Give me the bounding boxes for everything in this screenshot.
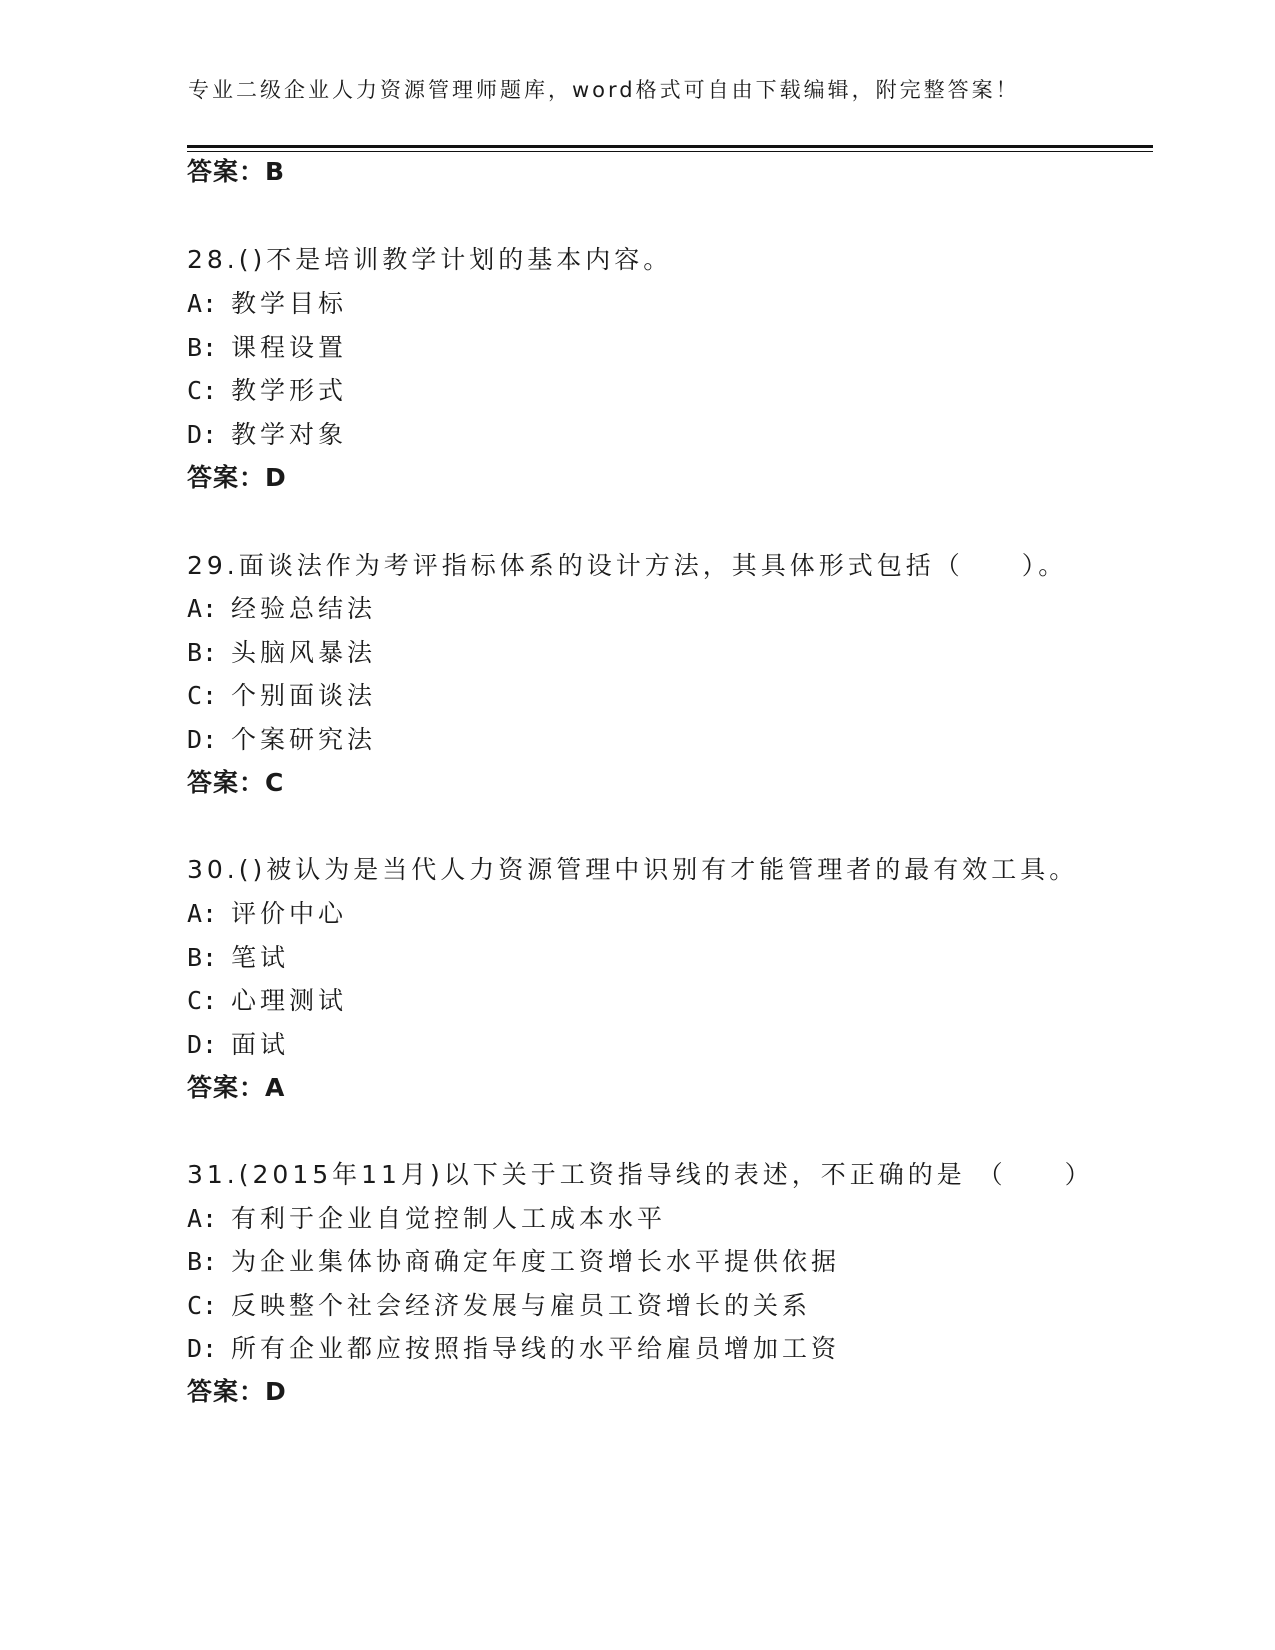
option-text: 经验总结法 [231,594,377,623]
page-header: 专业二级企业人力资源管理师题库，word格式可自由下载编辑，附完整答案！ [188,78,1020,102]
question-31-option-d [187,1332,840,1366]
option-letter: D: [187,1334,218,1363]
option-text: 面试 [231,1030,290,1059]
question-28-stem: 28.()不是培训教学计划的基本内容。 [187,245,673,274]
question-29-option-d [187,723,376,757]
option-letter: C: [187,986,218,1015]
question-30-option-b [187,941,289,975]
option-text: 教学形式 [231,376,348,405]
option-text: 教学目标 [231,289,348,318]
option-text: 头脑风暴法 [231,638,377,667]
question-30-answer: 答案：A [187,1073,286,1102]
option-letter: A: [187,899,218,928]
question-28-option-b [187,331,347,365]
question-30-option-a [187,897,347,931]
option-letter: C: [187,1291,218,1320]
option-text: 课程设置 [231,333,348,362]
question-29-answer: 答案：C [187,768,285,797]
option-text: 心理测试 [231,986,348,1015]
option-text: 为企业集体协商确定年度工资增长水平提供依据 [231,1247,841,1276]
question-28-answer: 答案：D [187,463,287,492]
option-letter: A: [187,1204,218,1233]
header-rule-thick [187,145,1153,148]
option-text: 个别面谈法 [231,681,377,710]
question-31-stem: 31.(2015年11月)以下关于工资指导线的表述，不正确的是 （ ） [187,1160,1094,1189]
option-letter: B: [187,1247,218,1276]
question-28-option-d [187,418,347,452]
question-29-option-a [187,592,376,626]
option-text: 个案研究法 [231,725,377,754]
option-letter: D: [187,725,218,754]
option-letter: A: [187,289,218,318]
option-letter: B: [187,333,218,362]
option-text: 所有企业都应按照指导线的水平给雇员增加工资 [231,1334,841,1363]
header-rule-thin [187,151,1153,152]
option-letter: B: [187,943,218,972]
question-30-option-c [187,984,347,1018]
option-letter: D: [187,1030,218,1059]
option-letter: D: [187,420,218,449]
previous-answer: 答案：B [187,157,286,186]
question-31-option-b [187,1245,840,1279]
option-text: 笔试 [231,943,290,972]
question-31-option-a [187,1202,666,1236]
option-text: 反映整个社会经济发展与雇员工资增长的关系 [231,1291,812,1320]
question-29-option-b [187,636,376,670]
question-29-option-c [187,679,376,713]
option-letter: B: [187,638,218,667]
option-letter: C: [187,681,218,710]
question-29-stem: 29.面谈法作为考评指标体系的设计方法，其具体形式包括（ ）。 [187,551,1068,580]
question-28-option-c [187,374,347,408]
question-31-answer: 答案：D [187,1377,287,1406]
option-text: 教学对象 [231,420,348,449]
question-31-option-c [187,1289,811,1323]
question-28-option-a [187,287,347,321]
option-text: 有利于企业自觉控制人工成本水平 [231,1204,667,1233]
question-30-stem: 30.()被认为是当代人力资源管理中识别有才能管理者的最有效工具。 [187,855,1079,884]
option-letter: C: [187,376,218,405]
option-letter: A: [187,594,218,623]
option-text: 评价中心 [231,899,348,928]
question-30-option-d [187,1028,289,1062]
